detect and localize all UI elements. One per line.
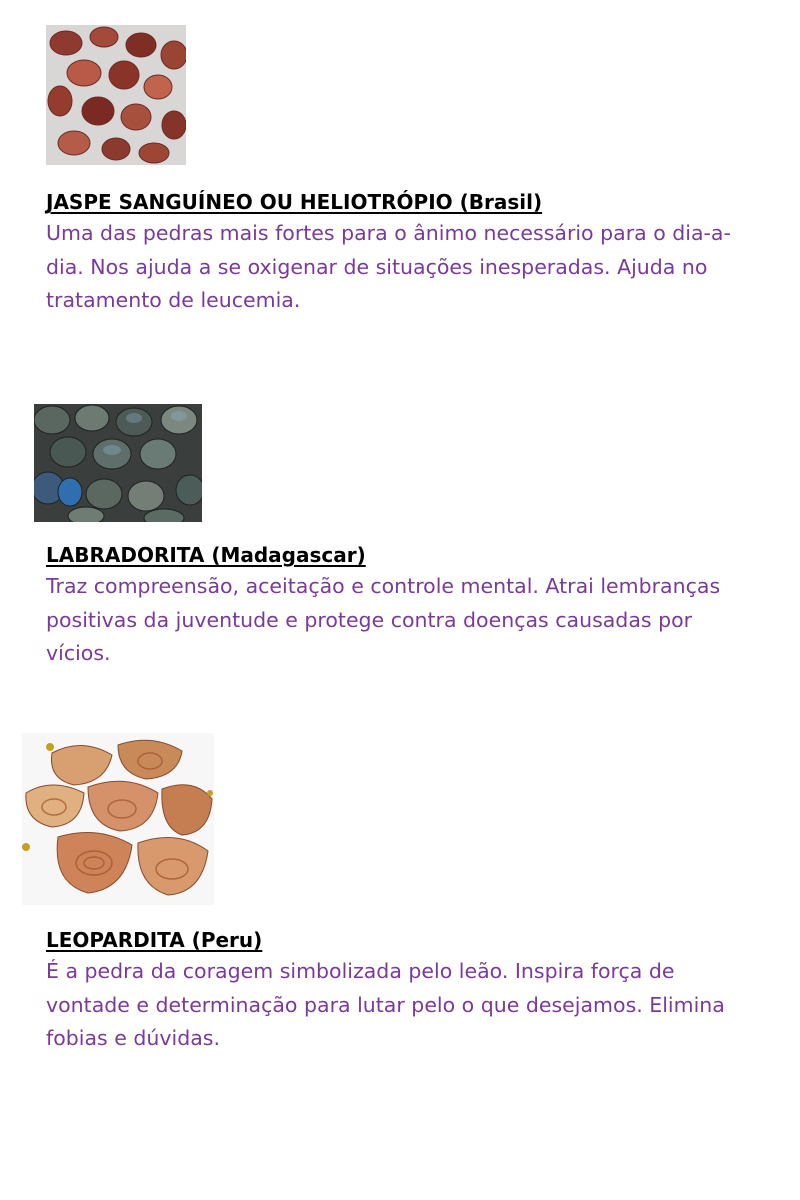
stone-entry bbox=[46, 187, 746, 318]
labradorite-image bbox=[34, 404, 202, 522]
stone-description: Uma das pedras mais fortes para o ânimo necessário para o dia-a-dia. Nos ajuda a se oxigenar de situações inesperadas. Ajuda no tratamento de leucemia. bbox=[46, 221, 731, 312]
red-jasper-image bbox=[46, 25, 186, 165]
stone-title: LEOPARDITA (Peru) bbox=[46, 928, 263, 952]
stone-title: LABRADORITA (Madagascar) bbox=[46, 543, 366, 567]
stone-entry bbox=[46, 925, 746, 1056]
labradorite-stones-photo bbox=[34, 404, 202, 522]
leopardite-stones-photo bbox=[22, 733, 214, 905]
stone-description: Traz compreensão, aceitação e controle mental. Atrai lembranças positivas da juventude e protege contra doenças causadas por vícios. bbox=[46, 574, 721, 665]
stone-description: É a pedra da coragem simbolizada pelo leão. Inspira força de vontade e determinação para lutar pelo o que desejamos. Elimina fobias e dúvidas. bbox=[46, 959, 725, 1050]
stone-title: JASPE SANGUÍNEO OU HELIOTRÓPIO (Brasil) bbox=[46, 190, 543, 214]
red-jasper-stones-photo bbox=[46, 25, 186, 165]
stone-entry bbox=[46, 540, 746, 671]
leopardite-image bbox=[22, 733, 214, 905]
